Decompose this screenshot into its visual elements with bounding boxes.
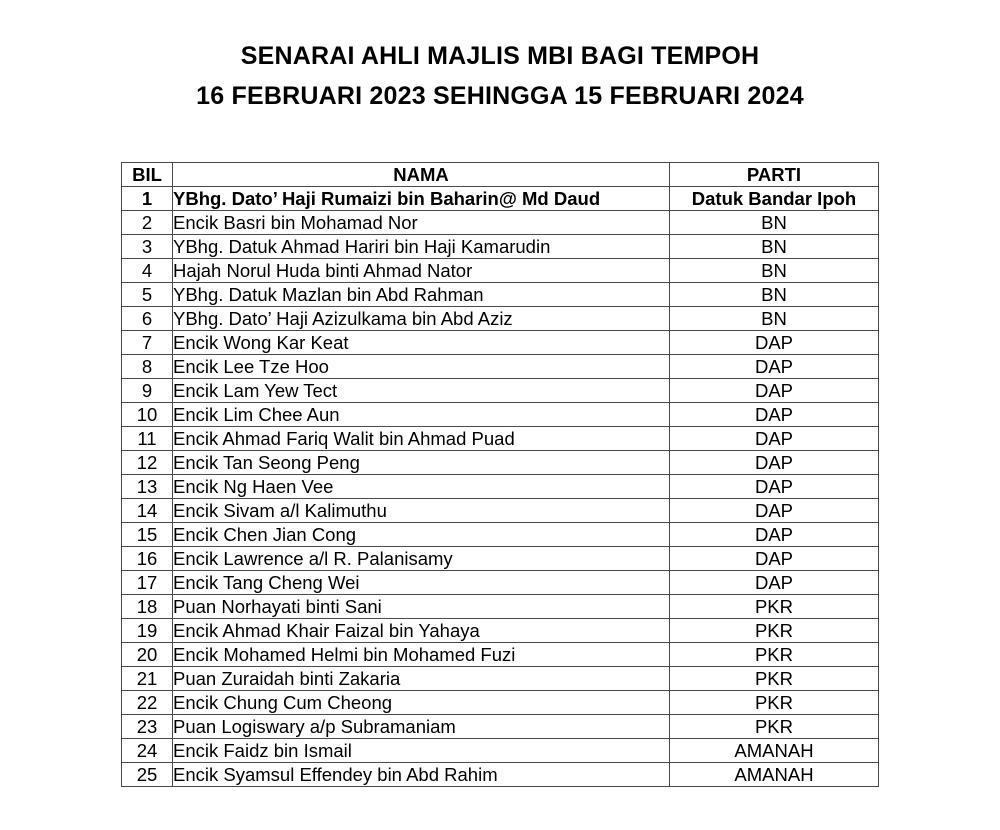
cell-parti: DAP — [670, 523, 879, 547]
cell-nama: Encik Syamsul Effendey bin Abd Rahim — [173, 763, 670, 787]
table-row — [122, 211, 879, 235]
table-row — [122, 667, 879, 691]
cell-nama: Encik Lawrence a/l R. Palanisamy — [173, 547, 670, 571]
cell-bil: 16 — [122, 547, 173, 571]
cell-bil: 4 — [122, 259, 173, 283]
table-row — [122, 475, 879, 499]
cell-bil: 5 — [122, 283, 173, 307]
header-nama: NAMA — [173, 163, 670, 187]
cell-parti: DAP — [670, 475, 879, 499]
council-members-table — [121, 162, 879, 787]
cell-bil: 8 — [122, 355, 173, 379]
cell-nama: YBhg. Datuk Mazlan bin Abd Rahman — [173, 283, 670, 307]
cell-nama: Encik Chung Cum Cheong — [173, 691, 670, 715]
table-row — [122, 715, 879, 739]
table-row — [122, 451, 879, 475]
cell-parti: AMANAH — [670, 739, 879, 763]
table-row — [122, 427, 879, 451]
cell-parti: PKR — [670, 691, 879, 715]
table-row — [122, 307, 879, 331]
cell-nama: Encik Lee Tze Hoo — [173, 355, 670, 379]
cell-parti: PKR — [670, 643, 879, 667]
cell-bil: 17 — [122, 571, 173, 595]
table-row — [122, 547, 879, 571]
table-header-row — [122, 163, 879, 187]
header-parti: PARTI — [670, 163, 879, 187]
table-row — [122, 283, 879, 307]
cell-nama: Encik Tan Seong Peng — [173, 451, 670, 475]
cell-nama: Puan Logiswary a/p Subramaniam — [173, 715, 670, 739]
cell-bil: 3 — [122, 235, 173, 259]
cell-nama: Hajah Norul Huda binti Ahmad Nator — [173, 259, 670, 283]
cell-nama: Encik Lam Yew Tect — [173, 379, 670, 403]
cell-nama: Encik Basri bin Mohamad Nor — [173, 211, 670, 235]
cell-bil: 23 — [122, 715, 173, 739]
cell-parti: PKR — [670, 619, 879, 643]
cell-bil: 21 — [122, 667, 173, 691]
cell-nama: YBhg. Datuk Ahmad Hariri bin Haji Kamarudin — [173, 235, 670, 259]
cell-parti: DAP — [670, 547, 879, 571]
cell-nama: Encik Mohamed Helmi bin Mohamed Fuzi — [173, 643, 670, 667]
table-row — [122, 619, 879, 643]
table-row — [122, 595, 879, 619]
table-row — [122, 643, 879, 667]
cell-parti: DAP — [670, 379, 879, 403]
cell-nama: Encik Sivam a/l Kalimuthu — [173, 499, 670, 523]
table-row — [122, 379, 879, 403]
cell-parti: DAP — [670, 571, 879, 595]
title-line-2: 16 FEBRUARI 2023 SEHINGGA 15 FEBRUARI 2024 — [196, 82, 804, 110]
cell-parti: DAP — [670, 355, 879, 379]
cell-parti: BN — [670, 283, 879, 307]
table-row — [122, 403, 879, 427]
cell-nama: Encik Chen Jian Cong — [173, 523, 670, 547]
table-body — [122, 187, 879, 787]
cell-nama: Encik Ahmad Khair Faizal bin Yahaya — [173, 619, 670, 643]
cell-bil: 24 — [122, 739, 173, 763]
cell-parti: BN — [670, 211, 879, 235]
cell-nama: Encik Tang Cheng Wei — [173, 571, 670, 595]
cell-bil: 20 — [122, 643, 173, 667]
cell-bil: 6 — [122, 307, 173, 331]
table-row — [122, 355, 879, 379]
header-bil: BIL — [122, 163, 173, 187]
cell-nama: Encik Lim Chee Aun — [173, 403, 670, 427]
cell-nama: Puan Norhayati binti Sani — [173, 595, 670, 619]
cell-nama: Encik Ng Haen Vee — [173, 475, 670, 499]
cell-bil: 9 — [122, 379, 173, 403]
cell-nama: YBhg. Dato’ Haji Azizulkama bin Abd Aziz — [173, 307, 670, 331]
cell-bil: 2 — [122, 211, 173, 235]
table-row — [122, 691, 879, 715]
cell-bil: 25 — [122, 763, 173, 787]
cell-bil: 13 — [122, 475, 173, 499]
cell-nama: Encik Ahmad Fariq Walit bin Ahmad Puad — [173, 427, 670, 451]
cell-parti: DAP — [670, 331, 879, 355]
cell-nama: Encik Faidz bin Ismail — [173, 739, 670, 763]
table-row — [122, 571, 879, 595]
cell-bil: 19 — [122, 619, 173, 643]
table-row — [122, 499, 879, 523]
cell-bil: 22 — [122, 691, 173, 715]
cell-parti: PKR — [670, 667, 879, 691]
cell-parti: BN — [670, 259, 879, 283]
cell-bil: 11 — [122, 427, 173, 451]
cell-nama: Encik Wong Kar Keat — [173, 331, 670, 355]
cell-bil: 10 — [122, 403, 173, 427]
cell-bil: 14 — [122, 499, 173, 523]
cell-parti: PKR — [670, 595, 879, 619]
document-title — [0, 36, 1000, 116]
cell-parti: DAP — [670, 499, 879, 523]
title-line-1: SENARAI AHLI MAJLIS MBI BAGI TEMPOH — [240, 42, 760, 70]
cell-bil: 15 — [122, 523, 173, 547]
cell-parti: DAP — [670, 451, 879, 475]
table-row — [122, 523, 879, 547]
cell-nama: Puan Zuraidah binti Zakaria — [173, 667, 670, 691]
table-row — [122, 259, 879, 283]
cell-parti: DAP — [670, 403, 879, 427]
cell-parti: DAP — [670, 427, 879, 451]
table-row — [122, 739, 879, 763]
cell-parti: Datuk Bandar Ipoh — [670, 187, 879, 211]
cell-bil: 1 — [122, 187, 173, 211]
cell-bil: 12 — [122, 451, 173, 475]
table-row — [122, 235, 879, 259]
cell-bil: 7 — [122, 331, 173, 355]
cell-bil: 18 — [122, 595, 173, 619]
table-row — [122, 187, 879, 211]
cell-parti: PKR — [670, 715, 879, 739]
table-row — [122, 763, 879, 787]
table-row — [122, 331, 879, 355]
cell-nama: YBhg. Dato’ Haji Rumaizi bin Baharin@ Md Daud — [173, 187, 670, 211]
cell-parti: BN — [670, 307, 879, 331]
cell-parti: AMANAH — [670, 763, 879, 787]
cell-parti: BN — [670, 235, 879, 259]
